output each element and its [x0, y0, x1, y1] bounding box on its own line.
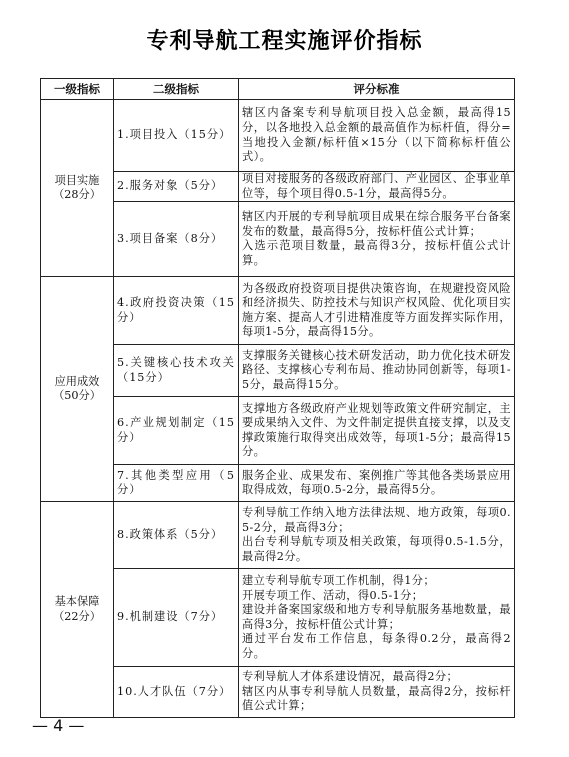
- level2-item: 6.产业规划制定（15分）: [114, 397, 239, 465]
- criteria-line: 项目对接服务的各级政府部门、产业园区、企事业单位等，每个项目得0.5-1分，最高得5分。: [242, 172, 511, 200]
- table-header-row: [41, 79, 515, 100]
- table-row: [41, 502, 515, 569]
- criteria-cell: [239, 277, 515, 345]
- header-level1: 一级指标: [41, 79, 114, 100]
- level1-score: （22分）: [53, 609, 101, 623]
- criteria-cell: [239, 667, 515, 718]
- criteria-line: 辖区内备案专利导航项目投入总金额，最高得15分，以各地投入总金额的最高值作为标杆值，得分=当地投入金额/标杆值×15分（以下简称标杆值公式）。: [242, 106, 511, 164]
- level1-cell-project: [41, 100, 114, 277]
- header-level2: 二级指标: [114, 79, 239, 100]
- criteria-cell: [239, 172, 515, 202]
- level2-item: 2.服务对象（5分）: [114, 172, 239, 202]
- criteria-line: 支撑服务关键核心技术研发活动，助力优化技术研发路径、支撑核心专利布局、推动协同创新等，每项1-5分，最高得15分。: [242, 348, 511, 391]
- level2-item: 10.人才队伍（7分）: [114, 667, 239, 718]
- level2-item: 1.项目投入（15分）: [114, 100, 239, 172]
- criteria-line: 建设并备案国家级和地方专利导航服务基地数量，最高得3分，按标杆值公式计算；: [242, 603, 511, 631]
- level1-name: 项目实施: [54, 173, 100, 187]
- criteria-line: 辖区内从事专利导航人员数量，最高得2分，按标杆值公式计算；: [242, 684, 511, 713]
- level2-item: 5.关键核心技术攻关（15分）: [114, 345, 239, 397]
- criteria-line: 辖区内开展的专利导航项目成果在综合服务平台备案发布的数量，最高得5分，按标杆值公式计算；: [242, 210, 511, 238]
- level1-score: （28分）: [53, 188, 101, 202]
- criteria-line: 为各级政府投资项目提供决策咨询，在规避投资风险和经济损失、防控技术与知识产权风险、优化项目实施方案、提高人才引进精准度等方面发挥实际作用，每项1-5分，最高得15分。: [242, 281, 511, 339]
- level2-item: 3.项目备案（8分）: [114, 202, 239, 277]
- criteria-cell: [239, 397, 515, 465]
- criteria-line: 入选示范项目数量，最高得3分，按标杆值公式计算。: [242, 239, 511, 267]
- evaluation-table: [40, 78, 515, 718]
- level1-name: 应用成效: [54, 374, 100, 388]
- level1-score: （50分）: [53, 389, 101, 403]
- level1-cell-effect: [41, 277, 114, 502]
- table-row: [41, 277, 515, 345]
- criteria-cell: [239, 100, 515, 172]
- criteria-line: 专利导航人才体系建设情况，最高得2分；: [242, 670, 459, 684]
- level2-item: 8.政策体系（5分）: [114, 502, 239, 569]
- criteria-cell: [239, 202, 515, 277]
- level1-name: 基本保障: [54, 595, 100, 609]
- page-title: 专利导航工程实施评价指标: [146, 29, 423, 54]
- criteria-line: 开展专项工作、活动，得0.5-1分；: [242, 588, 424, 602]
- table-row: [41, 100, 515, 172]
- level2-item: 9.机制建设（7分）: [114, 569, 239, 667]
- criteria-cell: [239, 465, 515, 502]
- level2-item: 7.其他类型应用（5分）: [114, 465, 239, 502]
- level2-item: 4.政府投资决策（15分）: [114, 277, 239, 345]
- criteria-cell: [239, 345, 515, 397]
- criteria-line: 支撑地方各级政府产业规划等政策文件研究制定，主要成果纳入文件、为文件制定提供直接支撑，以及支撑政策施行取得突出成效等，每项1-5分；最高得15分。: [242, 401, 511, 459]
- criteria-line: 专利导航工作纳入地方法律法规、地方政策，每项0.5-2分，最高得3分；: [242, 506, 511, 534]
- page-number: — 4 —: [32, 716, 85, 735]
- criteria-line: 通过平台发布工作信息，每条得0.2分，最高得2分。: [242, 632, 511, 660]
- criteria-cell: [239, 502, 515, 569]
- criteria-cell: [239, 569, 515, 667]
- level1-cell-support: [41, 502, 114, 718]
- criteria-line: 建立专利导航专项工作机制，得1分；: [242, 573, 435, 587]
- criteria-line: 服务企业、成果发布、案例推广等其他各类场景应用取得成效，每项0.5-2分，最高得5分。: [242, 468, 511, 497]
- header-criteria: 评分标准: [239, 79, 515, 100]
- criteria-line: 出台专利导航专项及相关政策，每项得0.5-1.5分，最高得2分。: [242, 535, 511, 563]
